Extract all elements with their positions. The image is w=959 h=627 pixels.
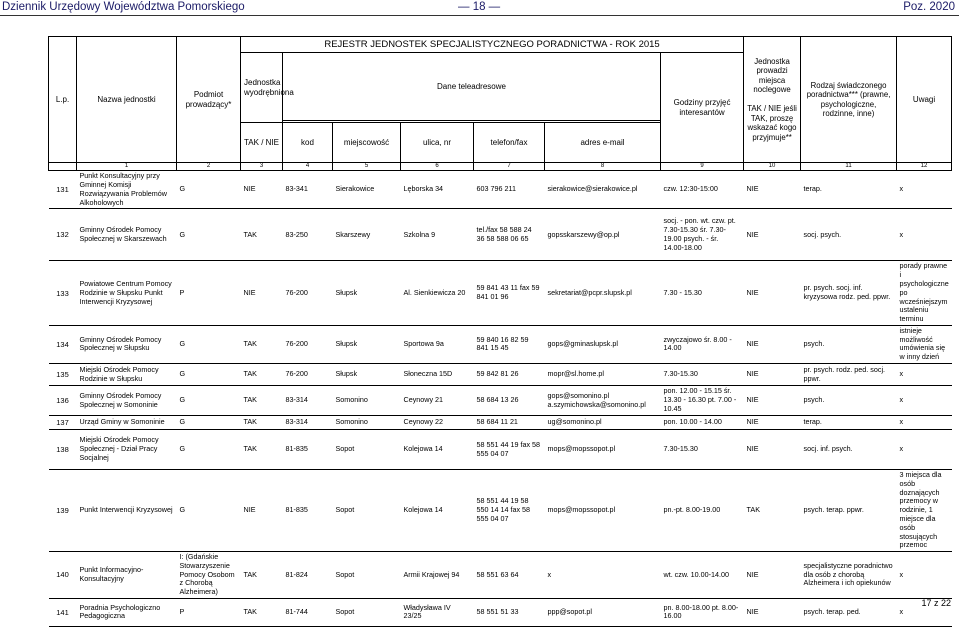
cell-street: Słoneczna 15D	[401, 364, 474, 386]
cell-notes: x	[897, 416, 952, 430]
cell-email: x	[545, 552, 661, 599]
cell-lp: 133	[49, 261, 77, 325]
table-row	[49, 430, 952, 470]
cell-hours: pn.-pt. 8.00-19.00	[661, 470, 744, 552]
cell-dist: TAK	[241, 325, 283, 363]
table-row	[49, 209, 952, 261]
cell-name: Miejski Ośrodek Pomocy Rodzinie w Słupsku	[77, 364, 177, 386]
cell-hours: zwyczajowo śr. 8.00 - 14.00	[661, 325, 744, 363]
table-row	[49, 470, 952, 552]
cell-hours: 7.30 - 15.30	[661, 261, 744, 325]
cell-operator: G	[177, 171, 241, 209]
cell-city: Sopot	[333, 552, 401, 599]
cell-type: psych. terap. ped.	[801, 598, 897, 626]
cell-lp: 132	[49, 209, 77, 261]
cell-code: 76-200	[283, 364, 333, 386]
column-number: 8	[545, 163, 661, 171]
cell-hours: wt. czw. 10.00-14.00	[661, 552, 744, 599]
cell-phone: 58 551 44 19 fax 58 555 04 07	[474, 430, 545, 470]
cell-type: psych.	[801, 325, 897, 363]
cell-phone: 59 840 16 82 59 841 15 45	[474, 325, 545, 363]
cell-operator: G	[177, 470, 241, 552]
cell-street: Sportowa 9a	[401, 325, 474, 363]
contact-header: Dane teleadresowe	[283, 53, 661, 121]
cell-hours: czw. 12:30-15:00	[661, 171, 744, 209]
cell-shelter: NIE	[744, 325, 801, 363]
cell-city: Skarszewy	[333, 209, 401, 261]
cell-code: 76-200	[283, 261, 333, 325]
cell-type: pr. psych. socj. inf. kryzysowa rodz. ped. ppwr.	[801, 261, 897, 325]
cell-city: Sierakowice	[333, 171, 401, 209]
cell-lp: 135	[49, 364, 77, 386]
cell-city: Sopot	[333, 430, 401, 470]
cell-code: 83-341	[283, 171, 333, 209]
cell-street: Ceynowy 21	[401, 386, 474, 416]
cell-city: Słupsk	[333, 364, 401, 386]
cell-code: 83-250	[283, 209, 333, 261]
cell-name: Punkt Konsultacyjny przy Gminnej Komisji Rozwiązywania Problemów Alkoholowych	[77, 171, 177, 209]
cell-street: Kolejowa 14	[401, 430, 474, 470]
lp-header: L.p.	[49, 37, 77, 163]
hours-header: Godziny przyjęć interesantów	[661, 53, 744, 163]
cell-operator: G	[177, 364, 241, 386]
cell-shelter: NIE	[744, 430, 801, 470]
cell-shelter: TAK	[744, 470, 801, 552]
cell-operator: P	[177, 598, 241, 626]
cell-operator: G	[177, 416, 241, 430]
cell-hours: pn. 8.00-18.00 pt. 8.00-16.00	[661, 598, 744, 626]
table-row	[49, 364, 952, 386]
cell-shelter: NIE	[744, 261, 801, 325]
journal-title: Dziennik Urzędowy Województwa Pomorskiego	[2, 1, 245, 13]
operator-header: Podmiot prowadzący*	[177, 37, 241, 163]
cell-notes: porady prawne i psychologiczne po wcześniejszym ustaleniu terminu	[897, 261, 952, 325]
cell-operator: G	[177, 430, 241, 470]
cell-name: Gminny Ośrodek Pomocy Społecznej w Słupsku	[77, 325, 177, 363]
notes-header: Uwagi	[897, 37, 952, 163]
cell-email: sierakowice@sierakowice.pl	[545, 171, 661, 209]
table-row	[49, 552, 952, 599]
cell-notes: x	[897, 209, 952, 261]
column-number: 9	[661, 163, 744, 171]
cell-operator: I: (Gdańskie Stowarzyszenie Pomocy Osobom z Chorobą Alzheimera)	[177, 552, 241, 599]
cell-type: pr. psych. rodz. ped. socj. ppwr.	[801, 364, 897, 386]
cell-phone: 58 551 44 19 58 550 14 14 fax 58 555 04 07	[474, 470, 545, 552]
table-row	[49, 416, 952, 430]
cell-notes: x	[897, 552, 952, 599]
cell-street: Armii Krajowej 94	[401, 552, 474, 599]
cell-email: gops@somonino.pl a.szymichowska@somonino.pl	[545, 386, 661, 416]
cell-shelter: NIE	[744, 171, 801, 209]
cell-street: Ceynowy 22	[401, 416, 474, 430]
cell-type: socj. psych.	[801, 209, 897, 261]
cell-lp: 141	[49, 598, 77, 626]
cell-notes: x	[897, 430, 952, 470]
table-head	[49, 37, 952, 171]
cell-lp: 138	[49, 430, 77, 470]
cell-lp: 139	[49, 470, 77, 552]
column-number: 7	[474, 163, 545, 171]
cell-city: Słupsk	[333, 325, 401, 363]
cell-city: Somonino	[333, 386, 401, 416]
cell-email: ug@somonino.pl	[545, 416, 661, 430]
cell-shelter: NIE	[744, 386, 801, 416]
cell-street: Kolejowa 14	[401, 470, 474, 552]
cell-email: mops@mopssopot.pl	[545, 470, 661, 552]
cell-phone: 58 684 13 26	[474, 386, 545, 416]
cell-code: 81-835	[283, 470, 333, 552]
column-number: 4	[283, 163, 333, 171]
cell-name: Powiatowe Centrum Pomocy Rodzinie w Słupsku Punkt Interwencji Kryzysowej	[77, 261, 177, 325]
cell-name: Punkt Interwencji Kryzysowej	[77, 470, 177, 552]
page-marker: — 18 —	[458, 1, 501, 13]
position-number: Poz. 2020	[903, 1, 955, 13]
cell-dist: TAK	[241, 416, 283, 430]
cell-code: 83-314	[283, 386, 333, 416]
column-number: 6	[401, 163, 474, 171]
cell-operator: G	[177, 325, 241, 363]
table-row	[49, 171, 952, 209]
cell-notes: x	[897, 171, 952, 209]
cell-operator: G	[177, 209, 241, 261]
cell-name: Urząd Gminy w Somoninie	[77, 416, 177, 430]
cell-city: Sopot	[333, 598, 401, 626]
cell-notes: x	[897, 598, 952, 626]
cell-phone: 603 796 211	[474, 171, 545, 209]
cell-city: Słupsk	[333, 261, 401, 325]
cell-email: sekretariat@pcpr.slupsk.pl	[545, 261, 661, 325]
cell-lp: 134	[49, 325, 77, 363]
cell-street: Szkolna 9	[401, 209, 474, 261]
column-numbers	[49, 163, 952, 171]
table-row	[49, 261, 952, 325]
document-header	[0, 0, 959, 16]
header-rule	[0, 15, 959, 16]
column-number: 2	[177, 163, 241, 171]
cell-city: Sopot	[333, 470, 401, 552]
cell-shelter: NIE	[744, 364, 801, 386]
cell-phone: 58 551 51 33	[474, 598, 545, 626]
cell-shelter: NIE	[744, 209, 801, 261]
cell-notes: 3 miejsca dla osób doznających przemocy w rodzinie, 1 miejsce dla osób stosujących przemoc	[897, 470, 952, 552]
cell-dist: TAK	[241, 364, 283, 386]
table-row	[49, 386, 952, 416]
cell-dist: TAK	[241, 386, 283, 416]
cell-name: Gminny Ośrodek Pomocy Społecznej w Skarszewach	[77, 209, 177, 261]
cell-name: Poradnia Psychologiczno Pedagogiczna	[77, 598, 177, 626]
column-number: 3	[241, 163, 283, 171]
cell-operator: G	[177, 386, 241, 416]
table-body	[49, 171, 952, 627]
cell-city: Somonino	[333, 416, 401, 430]
cell-phone: 58 684 11 21	[474, 416, 545, 430]
shelter-header-text: Jednostka prowadzi miejsca noclegowe	[753, 56, 791, 95]
name-header: Nazwa jednostki	[77, 37, 177, 163]
type-header: Rodzaj świadczonego poradnictwa*** (prawne, psychologiczne, rodzinne, inne)	[801, 37, 897, 163]
cell-code: 81-744	[283, 598, 333, 626]
table-title: REJESTR JEDNOSTEK SPECJALISTYCZNEGO PORADNICTWA - ROK 2015	[241, 37, 744, 53]
cell-lp: 140	[49, 552, 77, 599]
cell-lp: 137	[49, 416, 77, 430]
cell-street: Al. Sienkiewicza 20	[401, 261, 474, 325]
cell-lp: 131	[49, 171, 77, 209]
cell-lp: 136	[49, 386, 77, 416]
cell-notes: x	[897, 364, 952, 386]
shelter-header-sub: TAK / NIE jeśli TAK, proszę wskazać kogo przyjmuje**	[747, 104, 797, 142]
cell-code: 81-835	[283, 430, 333, 470]
cell-email: gops@gminaslupsk.pl	[545, 325, 661, 363]
cell-dist: TAK	[241, 552, 283, 599]
cell-code: 76-200	[283, 325, 333, 363]
cell-phone: 59 841 43 11 fax 59 841 01 96	[474, 261, 545, 325]
cell-dist: NIE	[241, 470, 283, 552]
cell-dist: TAK	[241, 209, 283, 261]
cell-type: terap.	[801, 171, 897, 209]
cell-dist: NIE	[241, 261, 283, 325]
cell-shelter: NIE	[744, 598, 801, 626]
column-number: 10	[744, 163, 801, 171]
cell-phone: 59 842 81 26	[474, 364, 545, 386]
table-row	[49, 598, 952, 626]
cell-type: socj. inf. psych.	[801, 430, 897, 470]
cell-email: mops@mopssopot.pl	[545, 430, 661, 470]
distinguished-header: Jednostka wyodrębniona	[241, 53, 283, 123]
cell-shelter: NIE	[744, 416, 801, 430]
registry-table	[48, 36, 952, 627]
cell-email: mopr@sl.home.pl	[545, 364, 661, 386]
column-number: 11	[801, 163, 897, 171]
cell-code: 81-824	[283, 552, 333, 599]
cell-type: psych.	[801, 386, 897, 416]
cell-phone: tel./fax 58 588 24 36 58 588 06 65	[474, 209, 545, 261]
cell-notes: x	[897, 386, 952, 416]
cell-dist: TAK	[241, 598, 283, 626]
cell-code: 83-314	[283, 416, 333, 430]
shelter-header	[744, 37, 801, 163]
cell-name: Gminny Ośrodek Pomocy Społecznej w Somoninie	[77, 386, 177, 416]
cell-hours: pon. 10.00 - 14.00	[661, 416, 744, 430]
city-header: miejscowość	[333, 123, 401, 163]
cell-street: Władysława IV 23/25	[401, 598, 474, 626]
street-header: ulica, nr	[401, 123, 474, 163]
cell-street: Lęborska 34	[401, 171, 474, 209]
column-number: 1	[77, 163, 177, 171]
cell-name: Miejski Ośrodek Pomocy Społecznej - Dział Pracy Socjalnej	[77, 430, 177, 470]
table-row	[49, 325, 952, 363]
cell-type: terap.	[801, 416, 897, 430]
cell-email: ppp@sopot.pl	[545, 598, 661, 626]
cell-notes: istnieje możliwość umówienia się w inny dzień	[897, 325, 952, 363]
cell-email: gopsskarszewy@op.pl	[545, 209, 661, 261]
cell-hours: pon. 12.00 - 15.15 śr. 13.30 - 16.30 pt. 7.00 - 10.45	[661, 386, 744, 416]
cell-shelter: NIE	[744, 552, 801, 599]
page-counter: 17 z 22	[921, 598, 951, 608]
cell-name: Punkt Informacyjno-Konsultacyjny	[77, 552, 177, 599]
cell-hours: 7.30-15.30	[661, 430, 744, 470]
column-number-blank	[49, 163, 77, 171]
column-number: 5	[333, 163, 401, 171]
cell-type: specjalistyczne poradnictwo dla osób z chorobą Alzheimera i ich opiekunów	[801, 552, 897, 599]
cell-dist: TAK	[241, 430, 283, 470]
distinguished-sub-header: TAK / NIE	[241, 123, 283, 163]
email-header: adres e-mail	[545, 123, 661, 163]
cell-hours: 7.30-15.30	[661, 364, 744, 386]
cell-dist: NIE	[241, 171, 283, 209]
code-header: kod	[283, 123, 333, 163]
column-number: 12	[897, 163, 952, 171]
phone-header: telefon/fax	[474, 123, 545, 163]
cell-operator: P	[177, 261, 241, 325]
cell-hours: socj. - pon. wt. czw. pt. 7.30-15.30 śr. 7.30-19.00 psych. - śr. 14.00-18.00	[661, 209, 744, 261]
cell-phone: 58 551 63 64	[474, 552, 545, 599]
cell-type: psych. terap. ppwr.	[801, 470, 897, 552]
